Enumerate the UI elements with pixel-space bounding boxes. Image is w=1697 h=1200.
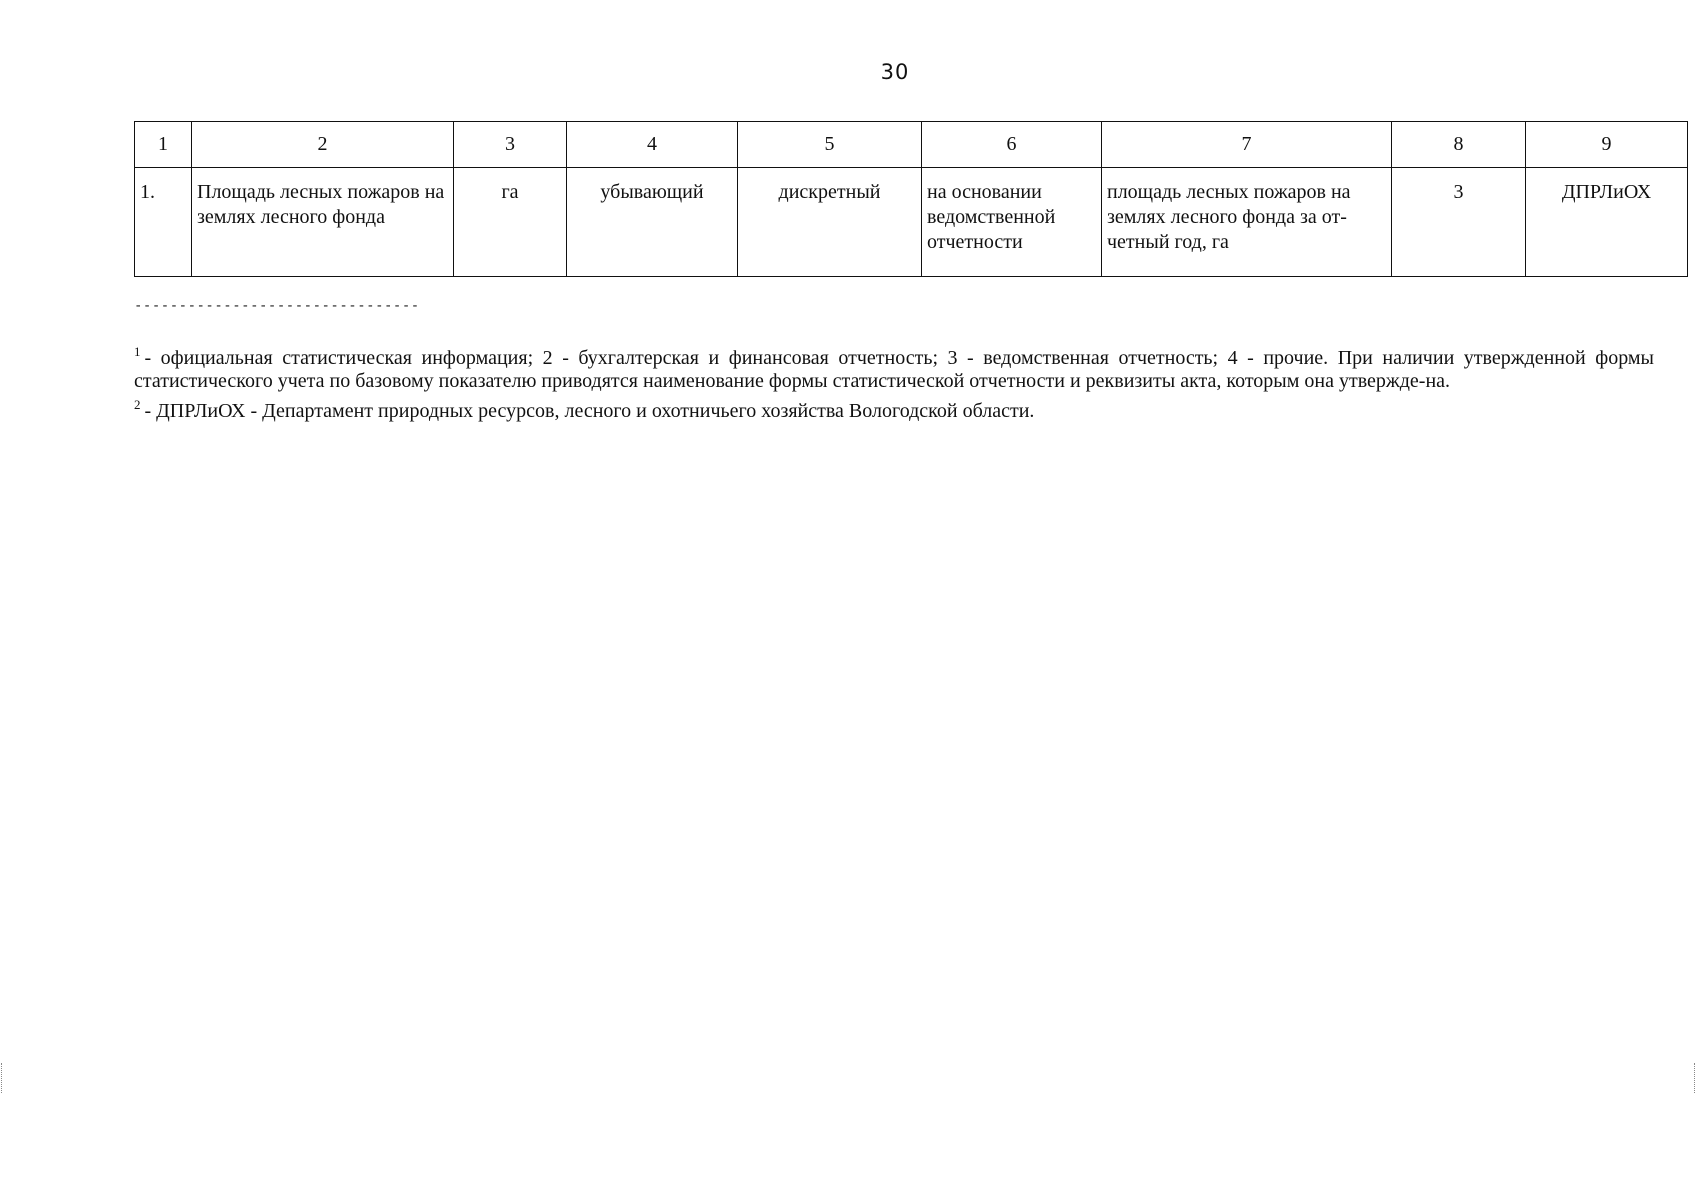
page-number: 30 [880,60,910,84]
footnote-2-marker: 2 [134,397,141,412]
indicator-name-cell: Площадь лесных пожаров на землях лесного фонда [192,168,454,277]
table-row [135,168,1688,277]
calculation-cell: площадь лесных пожаров на землях лесного фонда за от-четный год, га [1102,168,1392,277]
column-header-9: 9 [1526,122,1688,168]
unit-cell: га [454,168,567,277]
column-header-7: 7 [1102,122,1392,168]
column-header-5: 5 [738,122,922,168]
footnote-2-text: - ДПРЛиОХ - Департамент природных ресурсов, лесного и охотничьего хозяйства Вологодской области. [144,400,1035,422]
footnotes [134,340,1654,423]
scan-edge-mark-left [1,1063,4,1093]
footnote-1 [134,340,1654,393]
responsible-cell: ДПРЛиОХ [1526,168,1688,277]
indicator-type-cell: дискретный [738,168,922,277]
footnote-1-marker: 1 [134,344,141,359]
source-cell: 3 [1392,168,1526,277]
method-cell: на основании ведомственной отчетности [922,168,1102,277]
indicator-table [134,121,1688,277]
column-header-1: 1 [135,122,192,168]
column-header-2: 2 [192,122,454,168]
footnote-separator: -------------------------------- [134,298,420,314]
table-header-row [135,122,1688,168]
column-header-8: 8 [1392,122,1526,168]
footnote-1-text: - официальная статистическая информация; 2 - бухгалтерская и финансовая отчетность; 3 - ведомственная отчетность; 4 - прочие. При наличии утвержденной формы статистического учета по базовому показателю приводятся наименование формы статистической отчетности и реквизиты акта, которым она утвержде-на. [134,347,1654,392]
row-number: 1. [135,168,192,277]
dynamics-cell: убывающий [567,168,738,277]
column-header-3: 3 [454,122,567,168]
column-header-6: 6 [922,122,1102,168]
footnote-2 [134,393,1654,423]
column-header-4: 4 [567,122,738,168]
